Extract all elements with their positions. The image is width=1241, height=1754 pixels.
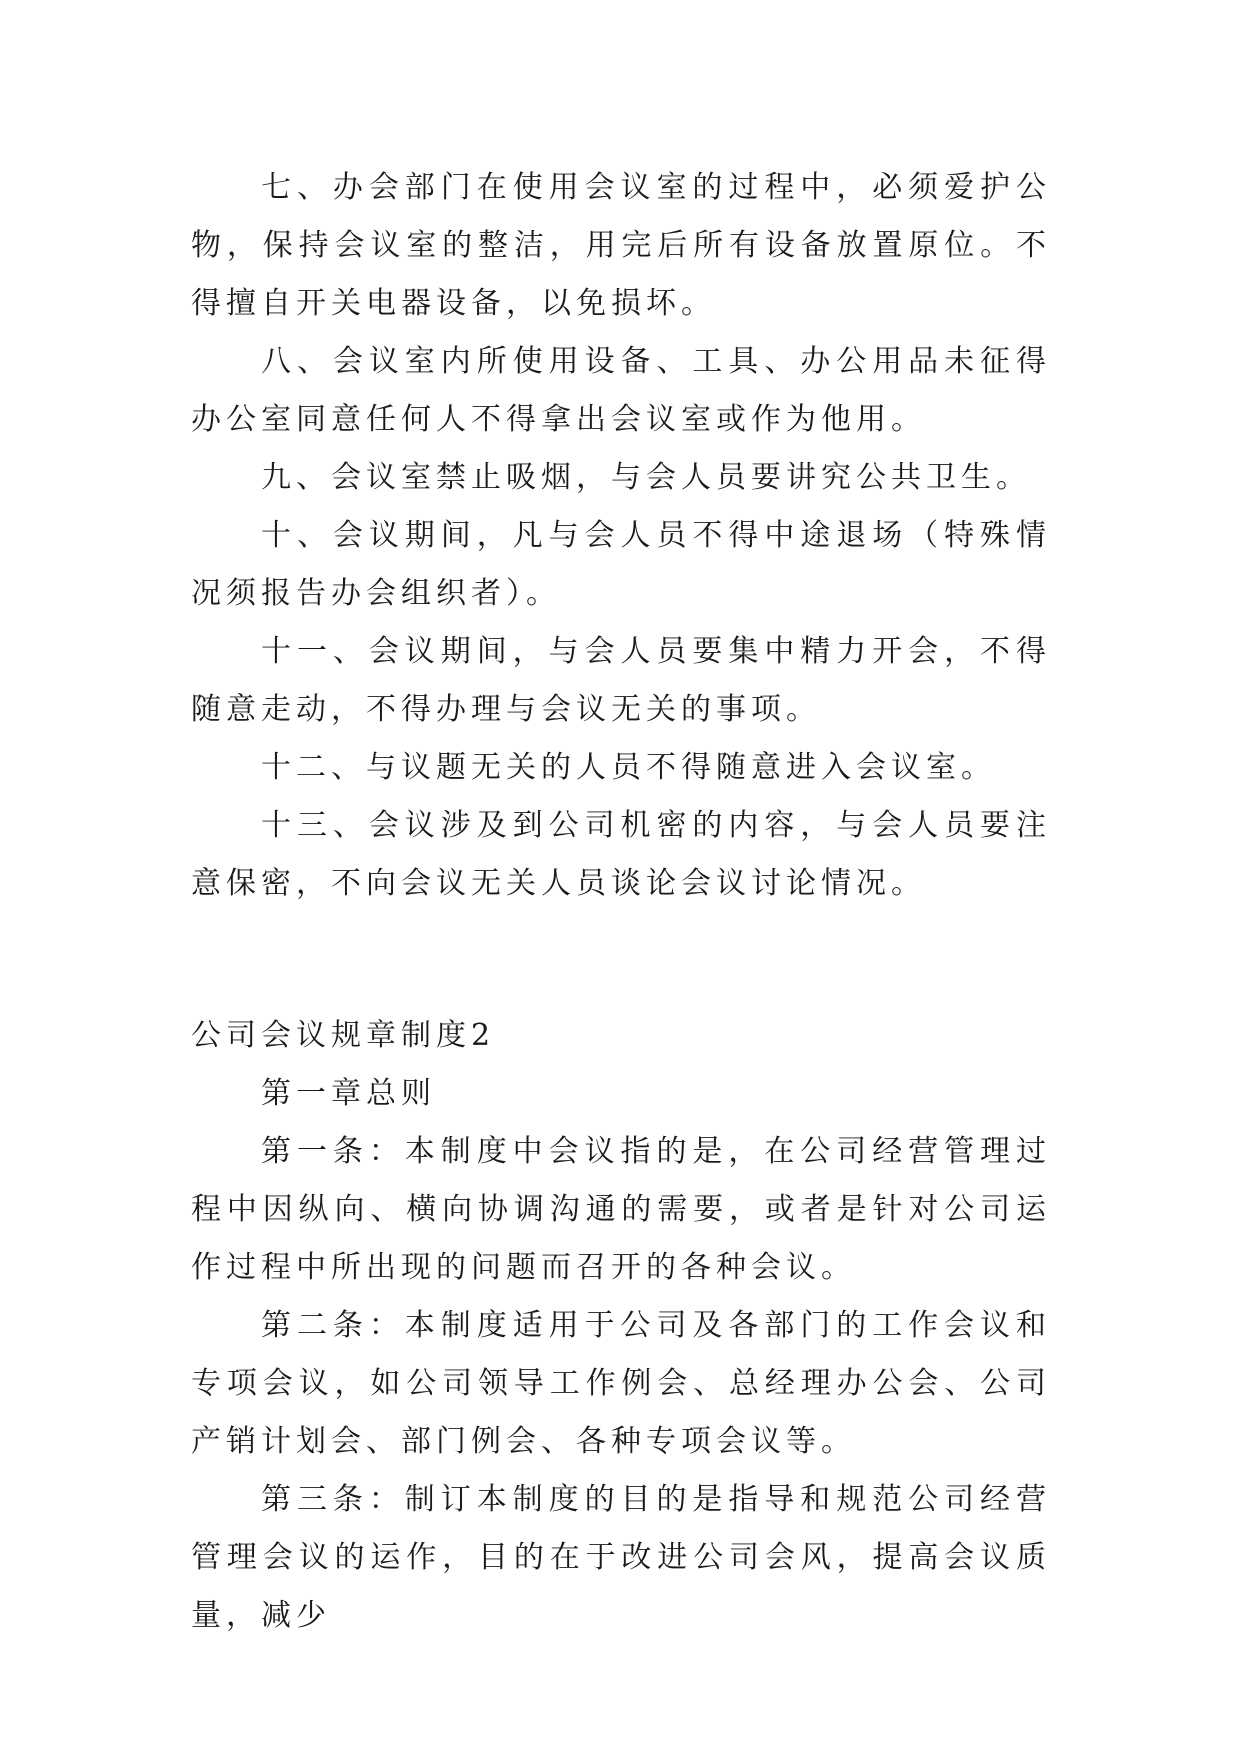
article-13: 十三、会议涉及到公司机密的内容，与会人员要注意保密，不向会议无关人员谈论会议讨论情况。	[191, 808, 1051, 901]
article-11: 十一、会议期间，与会人员要集中精力开会，不得随意走动，不得办理与会议无关的事项。	[191, 634, 1051, 727]
chapter-title: 第一章总则	[261, 1076, 436, 1111]
document-body	[191, 159, 1051, 1645]
clause-1: 第一条：本制度中会议指的是，在公司经营管理过程中因纵向、横向协调沟通的需要，或者是针对公司运作过程中所出现的问题而召开的各种会议。	[191, 1134, 1051, 1285]
article-7: 七、办会部门在使用会议室的过程中，必须爱护公物，保持会议室的整洁，用完后所有设备放置原位。不得擅自开关电器设备，以免损坏。	[191, 170, 1051, 321]
section-title: 公司会议规章制度2	[191, 1018, 496, 1053]
clause-2: 第二条：本制度适用于公司及各部门的工作会议和专项会议，如公司领导工作例会、总经理办公会、公司产销计划会、部门例会、各种专项会议等。	[191, 1308, 1051, 1459]
article-12: 十二、与议题无关的人员不得随意进入会议室。	[261, 750, 996, 785]
article-9: 九、会议室禁止吸烟，与会人员要讲究公共卫生。	[261, 460, 1031, 495]
article-8: 八、会议室内所使用设备、工具、办公用品未征得办公室同意任何人不得拿出会议室或作为他用。	[191, 344, 1051, 437]
article-10: 十、会议期间，凡与会人员不得中途退场（特殊情况须报告办会组织者）。	[191, 518, 1051, 611]
clause-3: 第三条：制订本制度的目的是指导和规范公司经营管理会议的运作，目的在于改进公司会风，提高会议质量，减少	[191, 1482, 1051, 1633]
